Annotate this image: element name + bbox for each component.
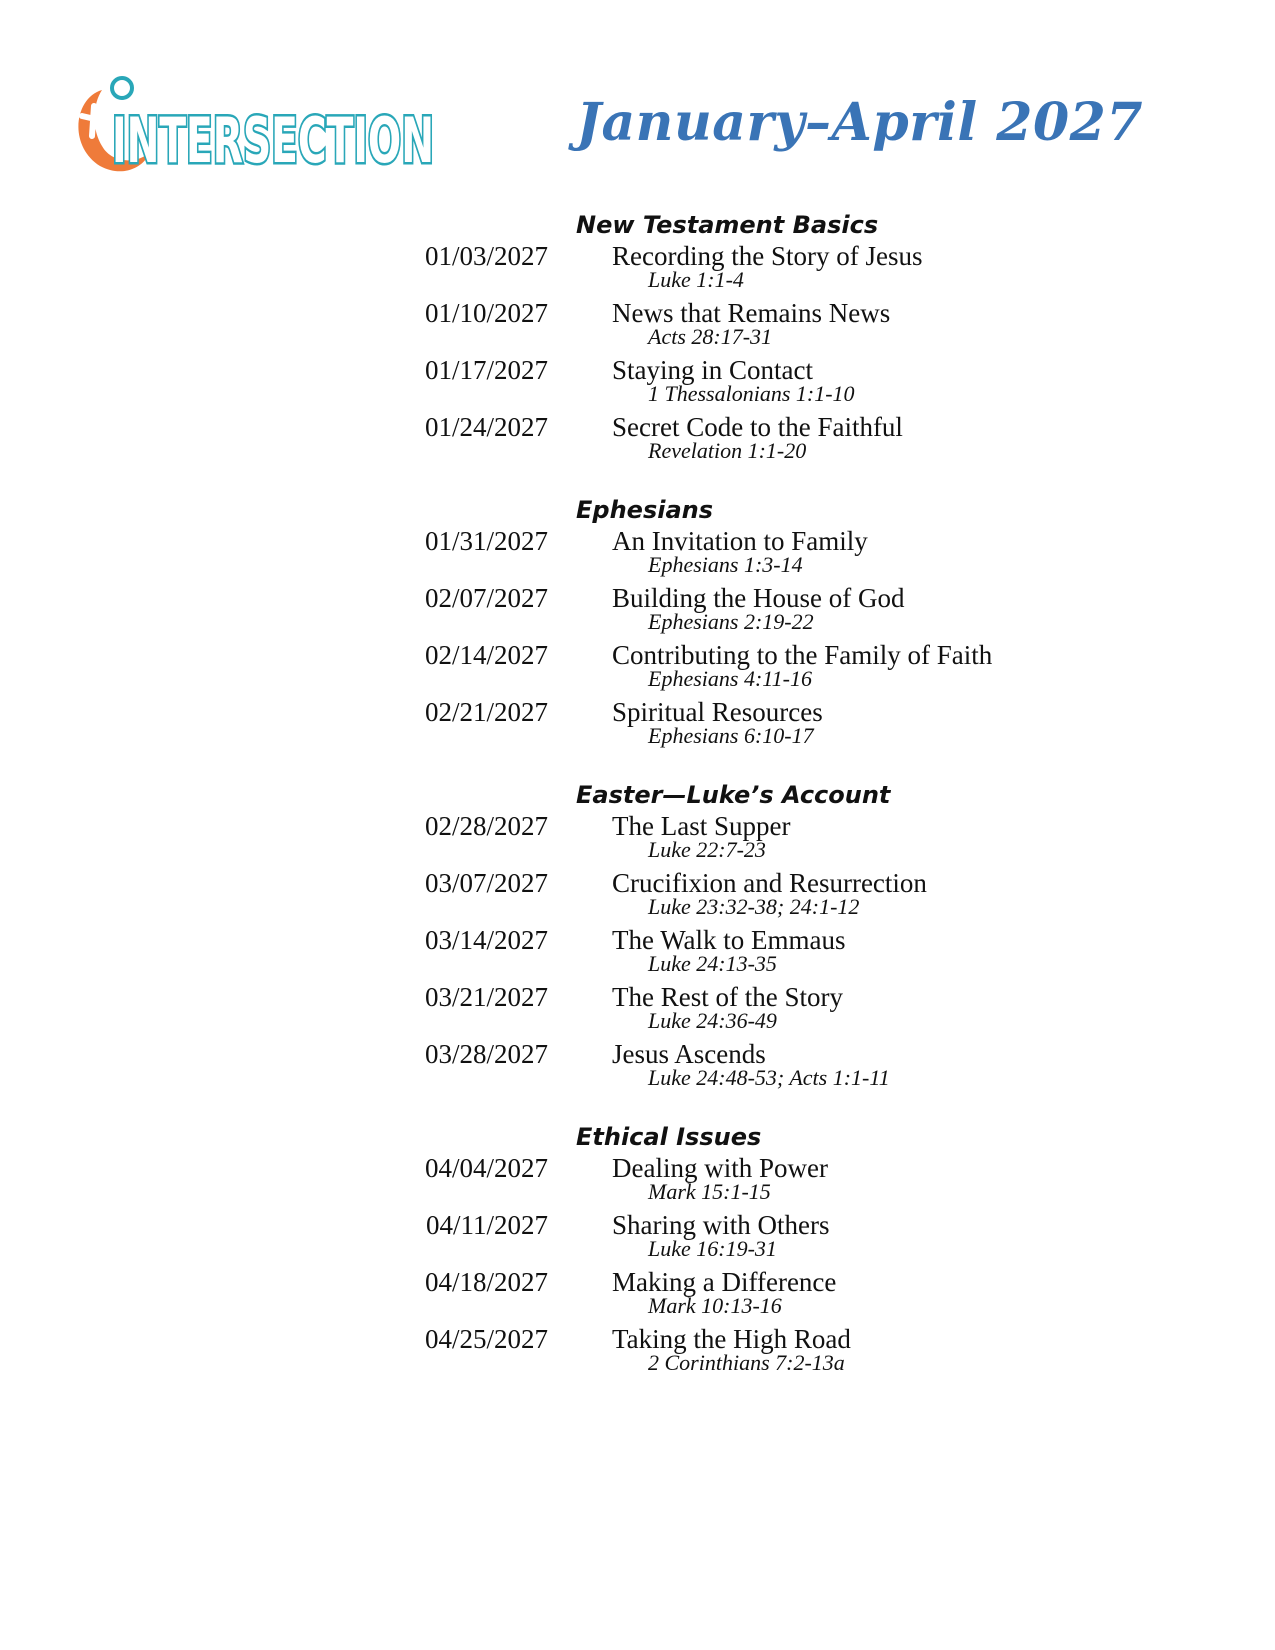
lesson-title: The Last Supper	[612, 811, 791, 841]
lesson-scripture: Luke 22:7-23	[648, 837, 766, 862]
lesson-date: 04/25/2027	[424, 1324, 548, 1354]
lesson-scripture: Luke 24:36-49	[648, 1008, 777, 1033]
lesson-row	[388, 867, 1108, 924]
lesson-title: Staying in Contact	[612, 355, 813, 385]
lesson-date: 03/21/2027	[424, 982, 548, 1012]
lesson-date: 03/14/2027	[424, 925, 548, 955]
lesson-scripture: Mark 10:13-16	[648, 1293, 782, 1318]
lesson-date: 03/07/2027	[424, 868, 548, 898]
lesson-date: 03/28/2027	[424, 1039, 548, 1069]
lesson-title: Recording the Story of Jesus	[612, 241, 923, 271]
lesson-title: An Invitation to Family	[612, 526, 868, 556]
lesson-scripture: Revelation 1:1-20	[648, 438, 807, 463]
lesson-scripture: Ephesians 6:10-17	[648, 723, 814, 748]
lesson-row	[388, 354, 1108, 411]
lesson-title: Making a Difference	[612, 1267, 837, 1297]
schedule-section	[388, 210, 1108, 468]
lesson-date: 02/21/2027	[424, 697, 548, 727]
lesson-date: 02/14/2027	[424, 640, 548, 670]
lesson-row	[388, 1266, 1108, 1323]
lesson-title: Spiritual Resources	[612, 697, 823, 727]
lesson-row	[388, 525, 1108, 582]
lesson-title: News that Remains News	[612, 298, 891, 328]
lesson-scripture: Luke 16:19-31	[648, 1236, 777, 1261]
lesson-date: 01/31/2027	[424, 526, 548, 556]
logo-text: INTERSECTION	[112, 104, 434, 177]
lesson-scripture: Luke 24:13-35	[648, 951, 777, 976]
lesson-date: 01/24/2027	[424, 412, 548, 442]
lesson-row	[388, 240, 1108, 297]
schedule-section	[388, 495, 1108, 753]
lesson-scripture: Acts 28:17-31	[648, 324, 773, 349]
lesson-row	[388, 924, 1108, 981]
lesson-date: 02/28/2027	[424, 811, 548, 841]
lesson-scripture: Luke 1:1-4	[648, 267, 744, 292]
lesson-scripture: 2 Corinthians 7:2-13a	[648, 1350, 845, 1375]
lesson-title: The Rest of the Story	[612, 982, 843, 1012]
lesson-title: The Walk to Emmaus	[612, 925, 846, 955]
lesson-title: Crucifixion and Resurrection	[612, 868, 927, 898]
lesson-title: Secret Code to the Faithful	[612, 412, 903, 442]
lesson-row	[388, 1152, 1108, 1209]
lesson-row	[388, 582, 1108, 639]
section-title: New Testament Basics	[576, 211, 879, 239]
page-title: January–April 2027	[576, 92, 1143, 153]
lesson-row	[388, 639, 1108, 696]
lesson-title: Building the House of God	[612, 583, 905, 613]
lesson-date: 04/18/2027	[424, 1267, 548, 1297]
lesson-row	[388, 1323, 1108, 1380]
lesson-scripture: 1 Thessalonians 1:1-10	[648, 381, 855, 406]
lesson-title: Sharing with Others	[612, 1210, 830, 1240]
lesson-date: 04/04/2027	[424, 1153, 548, 1183]
lesson-row	[388, 1209, 1108, 1266]
lesson-row	[388, 810, 1108, 867]
lesson-title: Contributing to the Family of Faith	[612, 640, 993, 670]
lesson-scripture: Ephesians 2:19-22	[648, 609, 814, 634]
lesson-title: Taking the High Road	[612, 1324, 851, 1354]
lesson-date: 01/03/2027	[424, 241, 548, 271]
lesson-row	[388, 1038, 1108, 1095]
lesson-date: 04/11/2027	[425, 1210, 548, 1240]
lesson-date: 02/07/2027	[424, 583, 548, 613]
lesson-title: Jesus Ascends	[612, 1039, 766, 1069]
lesson-row	[388, 411, 1108, 468]
schedule-section	[388, 1122, 1108, 1380]
lesson-scripture: Mark 15:1-15	[648, 1179, 771, 1204]
lesson-scripture: Ephesians 1:3-14	[648, 552, 803, 577]
lesson-scripture: Luke 24:48-53; Acts 1:1-11	[648, 1065, 890, 1090]
lesson-row	[388, 297, 1108, 354]
lesson-title: Dealing with Power	[612, 1153, 828, 1183]
intersection-logo	[72, 76, 452, 176]
section-title: Ephesians	[576, 496, 714, 524]
lesson-scripture: Luke 23:32-38; 24:1-12	[648, 894, 860, 919]
section-title: Easter—Luke’s Account	[576, 781, 891, 809]
lesson-row	[388, 981, 1108, 1038]
lesson-date: 01/10/2027	[424, 298, 548, 328]
logo-graphic	[72, 76, 452, 176]
lesson-date: 01/17/2027	[424, 355, 548, 385]
schedule-section	[388, 780, 1108, 1095]
section-title: Ethical Issues	[576, 1123, 762, 1151]
lesson-schedule	[388, 210, 1108, 1407]
lesson-row	[388, 696, 1108, 753]
lesson-scripture: Ephesians 4:11-16	[648, 666, 812, 691]
